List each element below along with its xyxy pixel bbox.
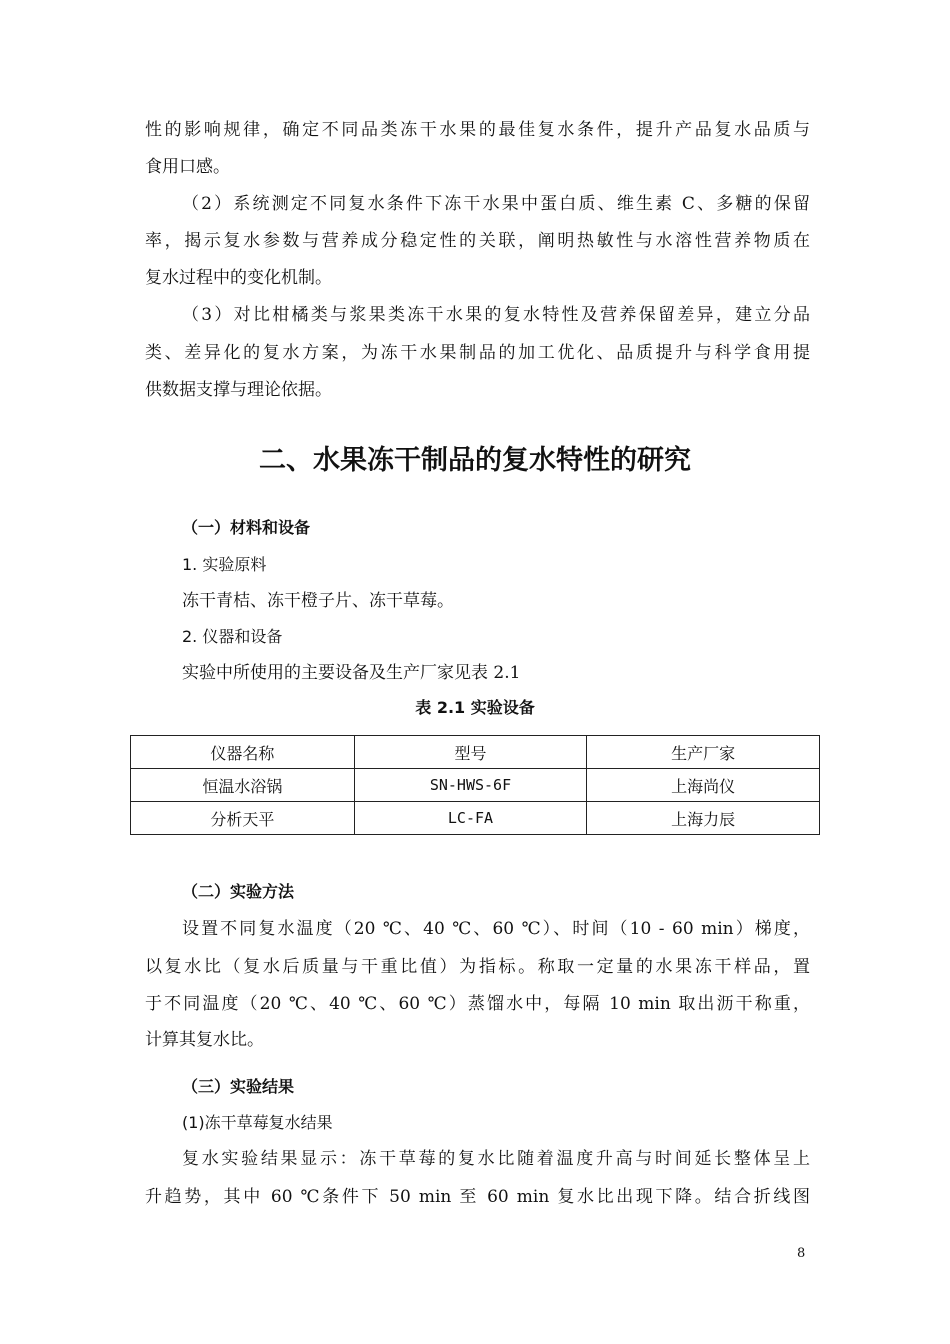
method-line-3: 于不同温度（20 ℃、40 ℃、60 ℃）蒸馏水中，每隔 10 min 取出沥干称重，: [145, 994, 810, 1014]
results-line-2: 升趋势，其中 60 ℃条件下 50 min 至 60 min 复水比出现下降。结合折线图: [145, 1187, 810, 1207]
method-line-1: 设置不同复水温度（20 ℃、40 ℃、60 ℃）、时间（10 - 60 min）梯度，: [182, 919, 810, 939]
intro-p1-line-2: 食用口感。: [145, 157, 230, 177]
table-row: [131, 802, 820, 835]
raw-materials-text: 冻干青桔、冻干橙子片、冻干草莓。: [182, 591, 454, 611]
table-header-row: [131, 736, 820, 769]
intro-p3-line-3: 供数据支撑与理论依据。: [145, 380, 332, 400]
method-line-4: 计算其复水比。: [145, 1030, 264, 1050]
section-title: 二、水果冻干制品的复水特性的研究: [259, 445, 691, 476]
raw-materials-heading: 1. 实验原料: [182, 555, 267, 574]
results-subheading: (1)冻干草莓复水结果: [182, 1113, 333, 1132]
table-header-cell: 生产厂家: [587, 736, 820, 769]
intro-p3-line-2: 类、差异化的复水方案，为冻干水果制品的加工优化、品质提升与科学食用提: [145, 343, 810, 363]
intro-p2-line-1: （2）系统测定不同复水条件下冻干水果中蛋白质、维生素 C、多糖的保留: [182, 194, 810, 214]
results-line-1: 复水实验结果显示：冻干草莓的复水比随着温度升高与时间延长整体呈上: [182, 1149, 810, 1169]
results-heading: （三）实验结果: [182, 1077, 295, 1096]
intro-p1-line-1: 性的影响规律，确定不同品类冻干水果的最佳复水条件，提升产品复水品质与: [145, 120, 810, 140]
table-header-cell: 型号: [354, 736, 587, 769]
equipment-table: [130, 735, 820, 835]
equipment-heading: 2. 仪器和设备: [182, 627, 283, 646]
table-cell: 恒温水浴锅: [131, 769, 355, 802]
equipment-text: 实验中所使用的主要设备及生产厂家见表 2.1: [182, 663, 521, 683]
intro-p3-line-1: （3）对比柑橘类与浆果类冻干水果的复水特性及营养保留差异，建立分品: [182, 305, 810, 325]
table-caption: 表 2.1 实验设备: [415, 698, 535, 717]
materials-heading: （一）材料和设备: [182, 518, 311, 537]
method-heading: （二）实验方法: [182, 882, 295, 901]
intro-p2-line-3: 复水过程中的变化机制。: [145, 268, 332, 288]
page-number: 8: [797, 1246, 806, 1261]
table-cell: 上海尚仪: [587, 769, 820, 802]
table-cell: 分析天平: [131, 802, 355, 835]
intro-p2-line-2: 率，揭示复水参数与营养成分稳定性的关联，阐明热敏性与水溶性营养物质在: [145, 231, 810, 251]
method-line-2: 以复水比（复水后质量与干重比值）为指标。称取一定量的水果冻干样品，置: [145, 957, 810, 977]
table-row: [131, 769, 820, 802]
table-cell: 上海力辰: [587, 802, 820, 835]
table-cell: LC-FA: [354, 802, 587, 835]
table-header-cell: 仪器名称: [131, 736, 355, 769]
table-cell: SN-HWS-6F: [354, 769, 587, 802]
